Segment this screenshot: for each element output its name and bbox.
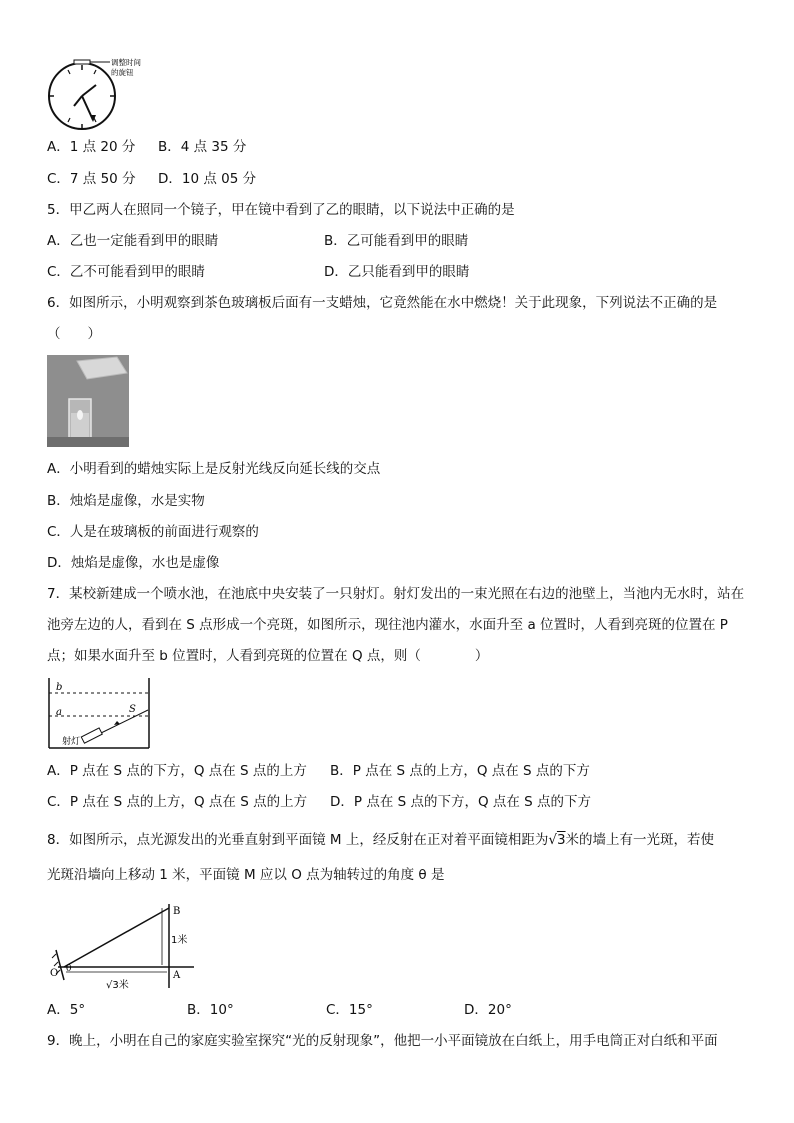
mirror-hatch-1 xyxy=(52,954,56,958)
knob-label-line2: 的旋钮 xyxy=(111,68,134,77)
q4-option-d: D．10 点 05 分 xyxy=(158,171,257,187)
hour-hand xyxy=(82,85,96,96)
q7-stem-line2: 池旁左边的人，看到在 S 点形成一个亮斑，如图所示，现往池内灌水，水面升至 a 位置时，人看到亮斑的位置在 P xyxy=(47,617,728,633)
tick-7 xyxy=(68,118,70,122)
q8-stem-part2: 米的墙上有一光斑，若使 xyxy=(565,832,715,848)
hand-stub xyxy=(74,96,82,106)
q7-option-a: A．P 点在 S 点的下方，Q 点在 S 点的上方 xyxy=(47,763,307,779)
label-spotlight: 射灯 xyxy=(62,737,81,747)
clock-figure xyxy=(44,56,144,136)
knob-label-line1: 调整时间 xyxy=(111,58,141,67)
q5-stem: 5．甲乙两人在照同一个镜子，甲在镜中看到了乙的眼睛，以下说法中正确的是 xyxy=(47,202,515,218)
q4-option-b: B．4 点 35 分 xyxy=(158,139,247,155)
sqrt-radical: √ xyxy=(548,832,557,848)
sqrt-radicand: 3 xyxy=(556,832,566,848)
light-beam xyxy=(99,710,148,734)
sqrt-expression xyxy=(548,831,565,849)
pool-figure xyxy=(44,676,156,752)
candle-photo xyxy=(47,355,129,447)
label-B: B xyxy=(173,906,181,917)
q6-option-c: C．人是在玻璃板的前面进行观察的 xyxy=(47,524,259,540)
tick-11 xyxy=(68,70,70,74)
q7-option-d: D．P 点在 S 点的下方，Q 点在 S 点的下方 xyxy=(330,794,592,810)
label-O: O xyxy=(50,968,59,979)
q6-option-a: A．小明看到的蜡烛实际上是反射光线反向延长线的交点 xyxy=(47,461,381,477)
q6-stem-line2: （ ） xyxy=(47,326,101,342)
clock-knob xyxy=(74,60,90,64)
q6-option-d: D．烛焰是虚像，水也是虚像 xyxy=(47,555,220,571)
label-a: a xyxy=(56,707,62,718)
q5-option-d: D．乙只能看到甲的眼睛 xyxy=(324,264,470,280)
reflected-ray xyxy=(64,908,169,967)
label-s: S xyxy=(129,704,136,715)
q8-option-d: D．20° xyxy=(464,1002,512,1018)
q9-stem-line1: 9．晚上，小明在自己的家庭实验室探究“光的反射现象”，他把一小平面镜放在白纸上，用手电筒正对白纸和平面 xyxy=(47,1033,718,1049)
q5-option-a: A．乙也一定能看到甲的眼睛 xyxy=(47,233,219,249)
mirror-figure xyxy=(44,898,204,994)
q8-option-c: C．15° xyxy=(326,1002,373,1018)
q4-option-a: A．1 点 20 分 xyxy=(47,139,136,155)
q8-stem-line2: 光斑沿墙向上移动 1 米，平面镜 M 应以 O 点为轴转过的角度 θ 是 xyxy=(47,867,445,883)
label-theta: θ xyxy=(66,964,72,974)
mirror-hatch-2 xyxy=(54,962,58,966)
label-sqrt3m: √3米 xyxy=(106,980,129,991)
label-A: A xyxy=(173,970,181,981)
q7-option-c: C．P 点在 S 点的上方，Q 点在 S 点的上方 xyxy=(47,794,308,810)
spotlight xyxy=(81,728,102,743)
q7-option-b: B．P 点在 S 点的上方，Q 点在 S 点的下方 xyxy=(330,763,590,779)
q8-stem-line1 xyxy=(47,831,714,849)
label-b: b xyxy=(56,682,63,693)
q6-option-b: B．烛焰是虚像，水是实物 xyxy=(47,493,205,509)
q8-stem-part1: 8．如图所示，点光源发出的光垂直射到平面镜 M 上，经反射在正对着平面镜相距为 xyxy=(47,832,549,848)
q4-option-c: C．7 点 50 分 xyxy=(47,171,136,187)
label-1m: 1米 xyxy=(171,935,188,946)
q5-option-c: C．乙不可能看到甲的眼睛 xyxy=(47,264,205,280)
q7-stem-line1: 7．某校新建成一个喷水池，在池底中央安装了一只射灯。射灯发出的一束光照在右边的池壁上，当池内无水时，站在 xyxy=(47,586,745,602)
q7-stem-line3: 点；如果水面升至 b 位置时，人看到亮斑的位置在 Q 点，则（ ） xyxy=(47,648,489,664)
candle-photo-drawing xyxy=(47,355,129,447)
q8-option-b: B．10° xyxy=(187,1002,234,1018)
q6-stem-line1: 6．如图所示，小明观察到茶色玻璃板后面有一支蜡烛，它竟然能在水中燃烧！关于此现象，下列说法不正确的是 xyxy=(47,295,718,311)
q5-option-b: B．乙可能看到甲的眼睛 xyxy=(324,233,469,249)
tick-1 xyxy=(94,70,96,74)
q8-option-a: A．5° xyxy=(47,1002,86,1018)
